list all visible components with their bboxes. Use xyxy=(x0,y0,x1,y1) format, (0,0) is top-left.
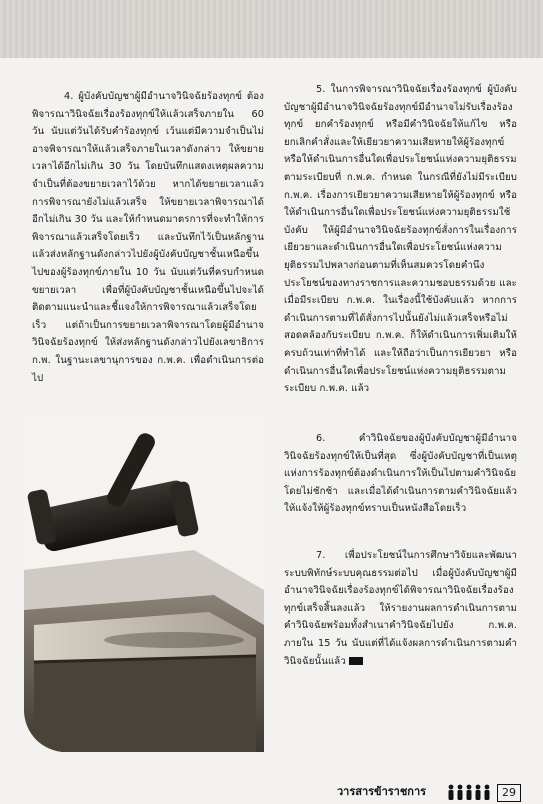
top-decorative-band xyxy=(0,0,543,62)
paragraph-4: 4. ผู้บังคับบัญชาผู้มีอำนาจวินิจฉัยร้องทุกข์ ต้องพิจารณาวินิจฉัยเรื่องร้องทุกข์ให้แล้วเสร็จภายใน 60 วัน นับแต่วันได้รับคำร้องทุกข์ เว้นแต่มีความจำเป็นไม่อาจพิจารณาให้แล้วเสร็จภายในเวลาดังกล่าว ให้ขยายเวลาได้อีกไม่เกิน 30 วัน โดยบันทึกแสดงเหตุผลความจำเป็นที่ต้องขยายเวลาไว้ด้วย หากได้ขยายเวลาแล้วการพิจารณายังไม่แล้วเสร็จ ให้ขยายเวลาพิจารณาได้อีกไม่เกิน 30 วัน และให้กำหนดมาตรการที่จะทำให้การพิจารณาแล้วเสร็จโดยเร็ว และบันทึกไว้เป็นหลักฐาน แล้วส่งหลักฐานดังกล่าวไปยังผู้บังคับบัญชาชั้นเหนือขึ้นไปของผู้ร้องทุกข์ภายใน 10 วัน นับแต่วันที่ครบกำหนดขยายเวลา เพื่อที่ผู้บังคับบัญชาชั้นเหนือขึ้นไปจะได้ติดตามแนะนำและชี้แจงให้การพิจารณาแล้วเสร็จโดยเร็ว แต่ถ้าเป็นการขยายเวลาพิจารณาโดยผู้มีอำนาจวินิจฉัยร้องทุกข์ ให้ส่งหลักฐานดังกล่าวไปยังเลขาธิการ ก.พ. ในฐานะเลขานุการของ ก.พ.ค. เพื่อดำเนินการต่อไป xyxy=(32,91,264,384)
end-mark-icon xyxy=(349,657,363,665)
journal-title: วารสารข้าราชการ xyxy=(337,785,427,798)
page-number: 29 xyxy=(497,784,521,802)
right-column-bottom xyxy=(284,547,517,670)
people-silhouettes-icon xyxy=(447,784,495,804)
right-column-mid xyxy=(284,430,517,518)
right-column-top xyxy=(284,81,517,398)
paragraph-7: 7. เพื่อประโยชน์ในการศึกษาวิจัยและพัฒนาระบบพิทักษ์ระบบคุณธรรมต่อไป เมื่อผู้บังคับบัญชาผู้มีอำนาจวินิจฉัยเรื่องร้องทุกข์ได้พิจารณาวินิจฉัยเรื่องร้องทุกข์เสร็จสิ้นลงแล้ว ให้รายงานผลการดำเนินการตามคำวินิจฉัยพร้อมทั้งสำเนาคำวินิจฉัยไปยัง ก.พ.ค. ภายใน 15 วัน นับแต่ที่ได้แจ้งผลการดำเนินการตามคำวินิจฉัยนั้นแล้ว xyxy=(284,550,517,667)
paragraph-6: 6. คำวินิจฉัยของผู้บังคับบัญชาผู้มีอำนาจวินิจฉัยร้องทุกข์ให้เป็นที่สุด ซึ่งผู้บังคับบัญชาที่เป็นเหตุแห่งการร้องทุกข์ต้องดำเนินการให้เป็นไปตามคำวินิจฉัยโดยไม่ชักช้า และเมื่อได้ดำเนินการตามคำวินิจฉัยแล้วให้แจ้งให้ผู้ร้องทุกข์ทราบเป็นหนังสือโดยเร็ว xyxy=(284,433,517,515)
paragraph-5: 5. ในการพิจารณาวินิจฉัยเรื่องร้องทุกข์ ผู้บังคับบัญชาผู้มีอำนาจวินิจฉัยร้องทุกข์มีอำนาจไม่รับเรื่องร้องทุกข์ ยกคำร้องทุกข์ หรือมีคำวินิจฉัยให้แก้ไข หรือยกเลิกคำสั่งและให้เยียวยาความเสียหายให้ผู้ร้องทุกข์ หรือให้ดำเนินการอื่นใดเพื่อประโยชน์แห่งความยุติธรรมตามระเบียบที่ ก.พ.ค. กำหนด ในกรณีที่ยังไม่มีระเบียบ ก.พ.ค. เรื่องการเยียวยาความเสียหายให้ผู้ร้องทุกข์ หรือให้ดำเนินการอื่นใดเพื่อประโยชน์แห่งความยุติธรรมใช้บังคับ ให้ผู้มีอำนาจวินิจฉัยร้องทุกข์สั่งการในเรื่องการเยียวยาและดำเนินการอื่นใดเพื่อประโยชน์แห่งความยุติธรรมไปพลางก่อนตามที่เห็นสมควรโดยคำนึงประโยชน์ของทางราชการและความชอบธรรมด้วย และเมื่อมีระเบียบ ก.พ.ค. ในเรื่องนี้ใช้บังคับแล้ว หากการดำเนินการตามที่ได้สั่งการไปนั้นยังไม่แล้วเสร็จหรือไม่สอดคล้องกับระเบียบ ก.พ.ค. ก็ให้ดำเนินการเพิ่มเติมให้ครบถ้วนเท่าที่ทำได้ และให้ถือว่าเป็นการเยียวยา หรือดำเนินการอื่นใดเพื่อประโยชน์แห่งความยุติธรรมตามระเบียบ ก.พ.ค. แล้ว xyxy=(284,84,517,395)
footer xyxy=(337,783,537,801)
left-column xyxy=(32,88,264,387)
paragraph-7-wrap xyxy=(284,547,517,670)
gavel-and-book-photo xyxy=(24,420,264,752)
